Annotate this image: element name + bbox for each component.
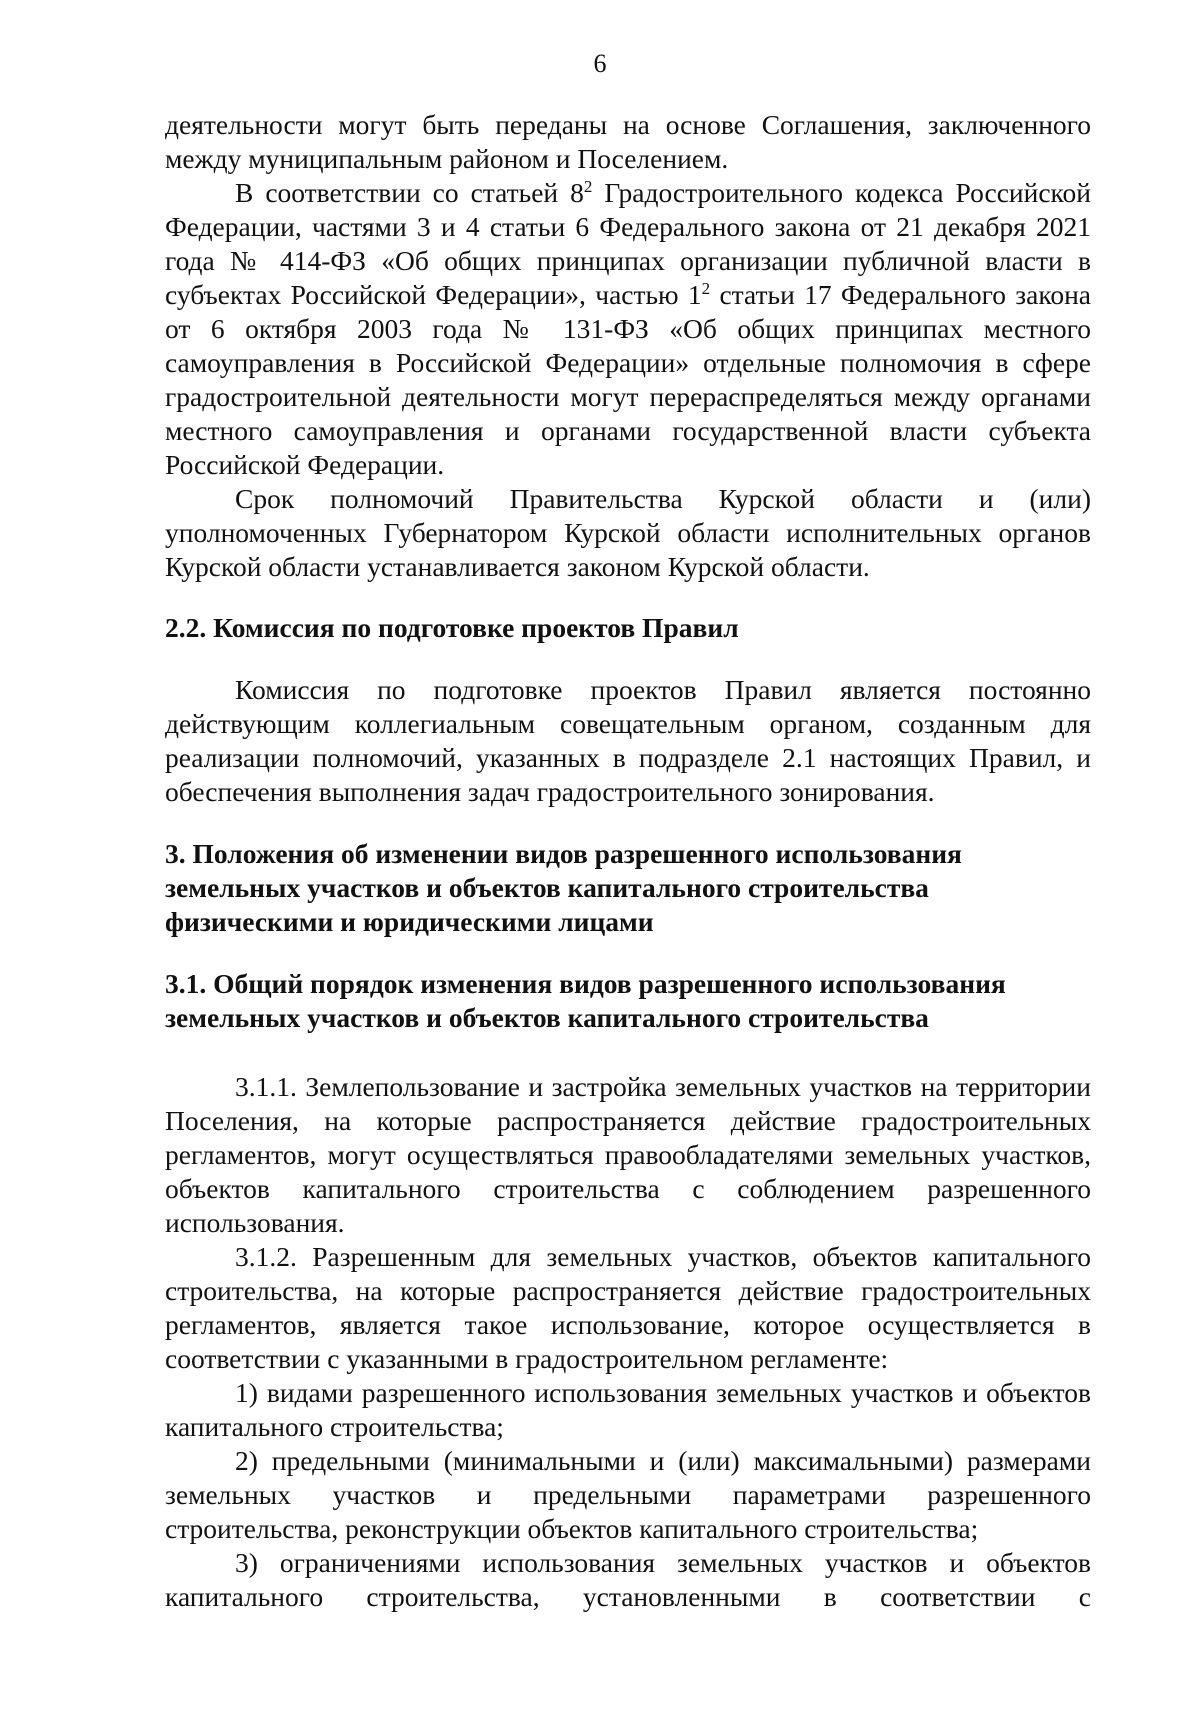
heading-section-3-1-line-1: 3.1. Общий порядок изменения видов разрешенного использования bbox=[165, 968, 1006, 999]
paragraph-term-of-powers: Срок полномочий Правительства Курской области и (или) уполномоченных Губернатором Курской области исполнительных органов Курской области устанавливается законом Курской области. bbox=[165, 483, 1091, 582]
paragraph-legal-basis bbox=[165, 176, 1091, 482]
heading-section-3-line-3: физическими и юридическими лицами bbox=[165, 906, 654, 937]
list-item-2: 2) предельными (минимальными и (или) максимальными) размерами земельных участков и предельными параметрами разрешенного строительства, реконструкции объектов капитального строительства; bbox=[165, 1445, 1091, 1544]
paragraph-commission: Комиссия по подготовке проектов Правил является постоянно действующим коллегиальным совещательным органом, созданным для реализации полномочий, указанных в подразделе 2.1 настоящих Правил, и обеспечения выполнения задач градостроительного зонирования. bbox=[165, 674, 1091, 807]
paragraph-3-1-1: 3.1.1. Землепользование и застройка земельных участков на территории Поселения, на которые распространяется действие градостроительных регламентов, могут осуществляться правообладателями земельных участков, объектов капитального строительства с соблюдением разрешенного использования. bbox=[165, 1071, 1091, 1238]
heading-section-3-line-1: 3. Положения об изменении видов разрешенного использования bbox=[165, 838, 962, 869]
superscript-2: 2 bbox=[583, 176, 593, 196]
list-item-1: 1) видами разрешенного использования земельных участков и объектов капитального строительства; bbox=[165, 1377, 1091, 1442]
superscript-2: 2 bbox=[701, 278, 711, 298]
paragraph-legal-basis-part-3: статьи 17 Федерального закона от 6 октября 2003 года № 131-ФЗ «Об общих принципах местного самоуправления в Российской Федерации» отдельные полномочия в сфере градостроительной деятельности могут перераспределяться между органами местного самоуправления и органами государственной власти субъекта Российской Федерации. bbox=[165, 279, 1091, 480]
page-number: 6 bbox=[593, 49, 607, 78]
heading-section-2-2: 2.2. Комиссия по подготовке проектов Правил bbox=[165, 612, 739, 643]
heading-section-3-1-line-2: земельных участков и объектов капитального строительства bbox=[165, 1002, 929, 1033]
document-body bbox=[165, 108, 1091, 1614]
paragraph-3-1-2: 3.1.2. Разрешенным для земельных участков, объектов капитального строительства, на которые распространяется действие градостроительных регламентов, является такое использование, которое осуществляется в соответствии с указанными в градостроительном регламенте: bbox=[165, 1241, 1091, 1374]
heading-section-3 bbox=[165, 837, 1091, 939]
list-item-3: 3) ограничениями использования земельных участков и объектов капитального строительства, установленными в соответствии с bbox=[165, 1547, 1091, 1612]
heading-section-3-1 bbox=[165, 967, 1091, 1035]
paragraph-legal-basis-part-1: В соответствии со статьей 8 bbox=[235, 177, 584, 208]
paragraph-legal-basis-part-2: Градостроительного кодекса Российской Федерации, частями 3 и 4 статьи 6 Федерального закона от 21 декабря 2021 года № 414-ФЗ «Об общих принципах организации публичной власти в субъектах Российской Федерации», частью 1 bbox=[165, 177, 1091, 310]
paragraph-continuation: деятельности могут быть переданы на основе Соглашения, заключенного между муниципальным районом и Поселением. bbox=[165, 109, 1091, 174]
heading-section-3-line-2: земельных участков и объектов капитального строительства bbox=[165, 872, 929, 903]
